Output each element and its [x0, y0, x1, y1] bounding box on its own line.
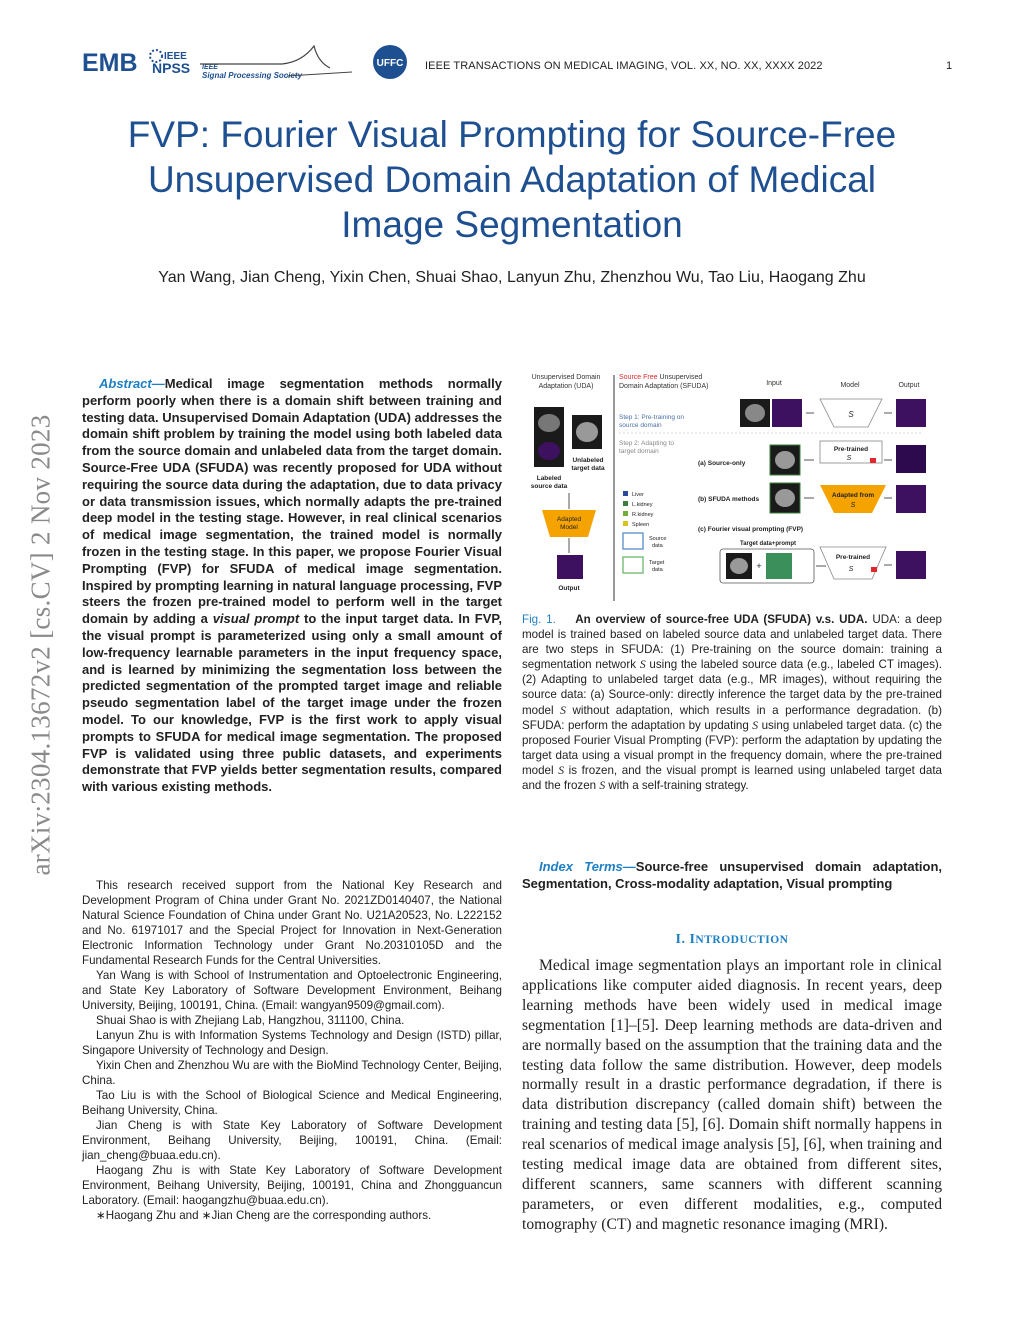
row-c-label: (c) Fourier visual prompting (FVP): [698, 526, 804, 533]
footnote: Haogang Zhu is with State Key Laboratory of Software Development Environment, Beihang University, Beijing, 100191, China and Zhongguancun Laboratory. (Email: haogangzhu@buaa.edu.cn).: [82, 1164, 502, 1207]
signal-processing-society-logo: [200, 46, 352, 80]
row-a-model-label: Pre-trained: [833, 446, 869, 453]
row-b-output: [896, 485, 926, 513]
model-s: S: [848, 566, 854, 573]
paper-title: [60, 112, 964, 247]
footnote: Yixin Chen and Zhenzhou Wu are with the BioMind Technology Center, Beijing, China.: [82, 1059, 502, 1087]
sfuda-title: Domain Adaptation (SFUDA): [619, 383, 709, 390]
caption-label: Fig. 1.: [522, 613, 556, 626]
step1-output-image: [896, 399, 926, 427]
step1-label: Step 1: Pre-training on: [619, 414, 685, 421]
sfuda-title: Source Free Unsupervised: [619, 374, 703, 381]
legend-item: Liver: [632, 492, 644, 498]
step2-label: target domain: [619, 448, 659, 455]
footnote: This research received support from the National Key Research and Development Program of China under Grant No. 2021ZD0140407, the National Natural Science Foundation of China under Grant No. U21A20523, No. L222152 and No. 61971017 and the Special Project for Innovation in Next-Generation Electronic Information Technology under Grant No.20310105D and the Fundamental Research Funds for the Central Universities.: [82, 879, 502, 967]
footnote: Jian Cheng is with State Key Laboratory of Software Development Environment, Beihang University, Beijing, 100191, China. (Email: jian_cheng@buaa.edu.cn).: [82, 1119, 502, 1162]
caption-symbol: S: [599, 779, 606, 793]
svg-text:NPSS: NPSS: [152, 60, 191, 76]
footnote: Yan Wang is with School of Instrumentation and Optoelectronic Engineering, and State Key Laboratory of Software Development Environment, Beihang University, Beijing, 100191, China. (Email: wangyan9509@gmail.com).: [82, 969, 502, 1012]
npss-logo: [150, 50, 190, 76]
caption-text: with a self-training strategy.: [605, 779, 749, 793]
caption-bold: An overview of source-free UDA (SFUDA) v.s. UDA.: [575, 613, 868, 626]
svg-text:IEEE: IEEE: [202, 64, 218, 71]
model-s: S: [850, 502, 856, 509]
index-terms-lead: Index Terms—: [539, 859, 636, 874]
caption-symbol: S: [639, 658, 646, 672]
figure-1-diagram: [522, 369, 946, 607]
svg-text:Signal Processing Society: Signal Processing Society: [202, 71, 303, 80]
caption-symbol: S: [560, 703, 566, 717]
caption-symbol: S: [752, 718, 759, 732]
section-title: NTRODUCTION: [695, 934, 789, 946]
organ-legend: [623, 491, 666, 573]
footnote: Tao Liu is with the School of Biological Science and Medical Engineering, Beihang University, China.: [82, 1089, 502, 1117]
row-a-label: (a) Source-only: [698, 460, 746, 467]
figure-1-caption: [522, 612, 942, 793]
row-c-output: [896, 551, 926, 579]
footnote: Lanyun Zhu is with Information Systems Technology and Design (ISTD) pillar, Singapore University of Technology and Design.: [82, 1029, 502, 1057]
unlabeled-label: Unlabeled: [572, 457, 604, 464]
row-c-model-label: Pre-trained: [835, 554, 871, 561]
legend-item: L.kidney: [632, 502, 653, 508]
step1-input-label: [772, 399, 802, 427]
caption-symbol: S: [558, 763, 565, 777]
model-s: S: [848, 410, 854, 419]
fvp-prompt-image: [766, 553, 792, 579]
row-b-model-label: Adapted from: [831, 492, 875, 499]
step1-label: source domain: [619, 422, 662, 429]
legend-item: data: [652, 567, 663, 573]
column-header-output: Output: [898, 382, 920, 389]
section-number: I. I: [675, 932, 696, 947]
lock-icon: [871, 567, 877, 572]
caption-text: is frozen, and the visual prompt is learned using unlabeled target data and the frozen: [522, 763, 942, 793]
abstract-emphasis: visual prompt: [212, 611, 300, 627]
index-terms-text: Source-free unsupervised domain adaptation, Segmentation, Cross-modality adaptation, Visual prompting: [522, 859, 943, 891]
model-s: S: [846, 455, 852, 462]
column-header-model: Model: [840, 382, 860, 389]
caption-text: using the labeled source data (e.g., labeled CT images). (2) Adapting to unlabeled target data (e.g., MR images), without requiring the source data: (a) Source-only: directly inference the target data by the pre-trained model: [522, 658, 942, 717]
uda-output-label: Output: [558, 585, 580, 592]
footnote: ∗Haogang Zhu and ∗Jian Cheng are the corresponding authors.: [96, 1209, 432, 1222]
index-terms: [522, 858, 942, 892]
target-prompt-label: Target data+prompt: [739, 541, 797, 547]
labeled-label: Labeled: [536, 475, 562, 482]
uda-title: Adaptation (UDA): [538, 383, 594, 390]
caption-text: UDA: a deep model is trained based on labeled source data and unlabeled target data. There are two steps in SFUDA: (1) Pre-training on the source domain: training a segmentation network: [522, 613, 942, 672]
labeled-label: source data: [530, 483, 568, 490]
abstract-lead: Abstract—: [99, 376, 165, 391]
footnote: Shuai Shao is with Zhejiang Lab, Hangzhou, 311100, China.: [96, 1014, 405, 1027]
affiliation-footnotes: [82, 878, 502, 1223]
legend-item: Source: [649, 536, 667, 542]
plus-sign: +: [756, 561, 762, 571]
adapted-model-label: Adapted: [556, 516, 582, 523]
step2-label: Step 2: Adapting to: [619, 440, 674, 447]
legend-item: Spleen: [632, 522, 650, 528]
title-line: Unsupervised Domain Adaptation of Medical: [147, 159, 877, 200]
introduction-paragraph: Medical image segmentation plays an important role in clinical applications like computer aided diagnosis. In recent years, deep learning methods have been widely used in medical image segmentation [1]–[5]. Deep learning methods are data-driven and are normally based on the assumption that the training data and the testing data follow the same distribution. However, deep models normally result in a drastic performance degradation, if there is data distribution discrepancy (called domain shift) between the training and testing data [5], [6]. Domain shift normally happens in real scenarios of medical image analysis [5], [6], when training and testing medical image data are obtained from different sites, different scanners, same scanners with different scanning parameters, or even different modalities, e.g., computed tomography (CT) and magnetic resonance imaging (MRI).: [522, 957, 943, 1233]
caption-text: using unlabeled target data. (c) the proposed Fourier Visual Prompting (FVP): perform the adaptation by updating the target data using a visual prompt in the frequency domain, where the pre-trained model: [522, 718, 942, 777]
uffc-logo: [373, 45, 407, 79]
legend-item: data: [652, 543, 663, 549]
society-logos: [82, 42, 412, 86]
uda-title: Unsupervised Domain: [531, 374, 601, 381]
title-line: FVP: Fourier Visual Prompting for Source-Free: [127, 114, 897, 155]
arxiv-stamp: [17, 355, 65, 935]
abstract: [82, 376, 502, 796]
row-a-output: [896, 445, 926, 473]
column-header-input: Input: [766, 380, 782, 387]
svg-text:IEEE: IEEE: [164, 51, 187, 62]
lock-icon: [870, 458, 876, 463]
legend-item: R.kidney: [632, 512, 654, 518]
svg-text:UFFC: UFFC: [376, 58, 404, 69]
row-b-label: (b) SFUDA methods: [698, 496, 760, 503]
adapted-model-label: Model: [560, 524, 578, 531]
emb-logo: EMB: [82, 49, 138, 77]
page-number: 1: [946, 60, 953, 72]
arxiv-identifier: arXiv:2304.13672v2 [cs.CV] 2 Nov 2023: [25, 414, 56, 876]
unlabeled-label: target data: [571, 465, 605, 472]
uda-output-image: [557, 555, 583, 579]
caption-text: without adaptation, which results in a performance degradation. (b) SFUDA: perform the adaptation by updating: [522, 703, 942, 732]
section-heading: [522, 932, 942, 948]
legend-item: Target: [649, 560, 665, 566]
abstract-text: to the input target data. In FVP, the visual prompt is parameterized using only a small amount of low-frequency learnable parameters in the input frequency space, and is learned by minimizing the segmentation loss between the predicted segmentation of the prompted target image and reliable pseudo segmentation label of the target image under the frozen model. To our knowledge, FVP is the first work to apply visual prompts to SFUDA for medical image segmentation. The proposed FVP is validated using three public datasets, and experiments demonstrate that FVP yields better segmentation results, compared with various existing methods.: [82, 611, 502, 795]
row-c-model: [820, 547, 886, 579]
author-list: Yan Wang, Jian Cheng, Yixin Chen, Shuai Shao, Lanyun Zhu, Zhenzhou Wu, Tao Liu, Haogang Zhu: [158, 269, 866, 286]
running-head: IEEE TRANSACTIONS ON MEDICAL IMAGING, VOL. XX, NO. XX, XXXX 2022: [425, 60, 823, 72]
title-line: Image Segmentation: [341, 204, 683, 245]
abstract-text: Medical image segmentation methods normally perform poorly when there is a domain shift between training and testing data. Unsupervised Domain Adaptation (UDA) addresses the domain shift problem by training the model using both labeled data from the source domain and unlabeled data from the target domain. Source-Free UDA (SFUDA) was recently proposed for UDA without requiring the source data during the adaptation, due to data privacy or data transmission issues, which normally adapts the pre-trained deep model in the testing stage. However, in real clinical scenarios of medical image segmentation, the trained model is normally frozen in the testing stage. In this paper, we propose Fourier Visual Prompting (FVP) for SFUDA of medical image segmentation. Inspired by prompting learning in natural language processing, FVP steers the frozen pre-trained model to perform well in the target domain by adding a: [82, 376, 502, 627]
